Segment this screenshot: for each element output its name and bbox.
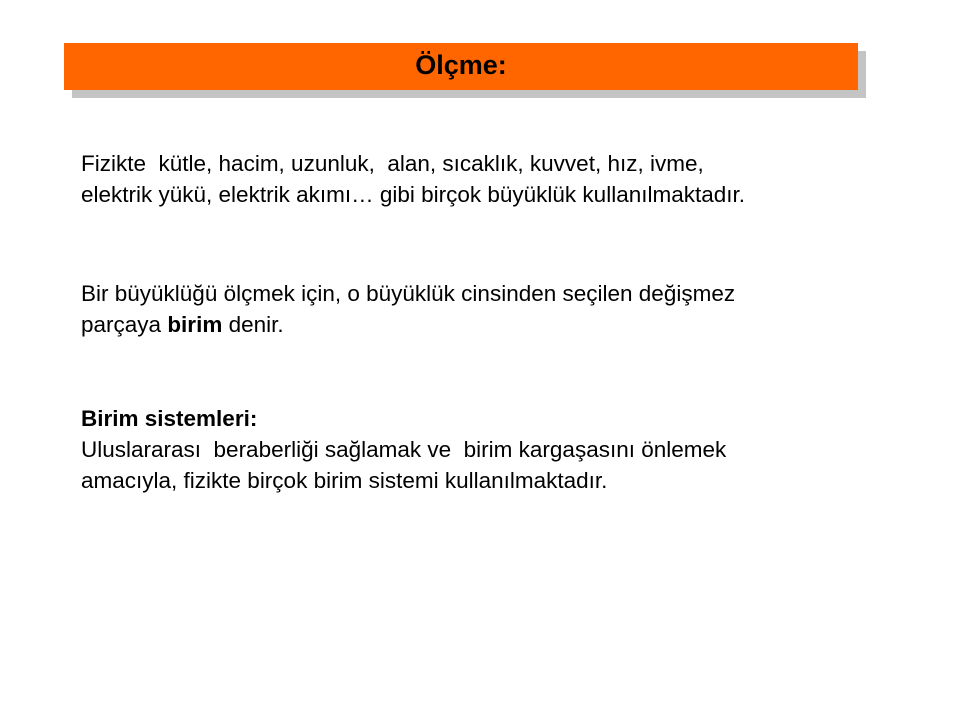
- paragraph-unit-systems-line-1: Uluslararası beraberliği sağlamak ve birim kargaşasını önlemek: [81, 437, 727, 462]
- paragraph-unit-systems: [81, 403, 901, 496]
- definition-text-before: parçaya: [81, 312, 168, 337]
- slide-title: Ölçme:: [415, 50, 507, 80]
- paragraph-unit-definition-line-2: [81, 309, 901, 340]
- definition-term-birim: birim: [167, 312, 223, 337]
- title-bar: [64, 43, 858, 90]
- definition-text-after: denir.: [222, 312, 284, 337]
- paragraph-unit-systems-line-2: amacıyla, fizikte birçok birim sistemi kullanılmaktadır.: [81, 468, 608, 493]
- paragraph-quantities-line-1: Fizikte kütle, hacim, uzunluk, alan, sıcaklık, kuvvet, hız, ivme,: [81, 151, 704, 176]
- paragraph-quantities: [81, 148, 901, 210]
- paragraph-unit-definition-line-1: Bir büyüklüğü ölçmek için, o büyüklük cinsinden seçilen değişmez: [81, 281, 736, 306]
- paragraph-quantities-line-2: elektrik yükü, elektrik akımı… gibi birçok büyüklük kullanılmaktadır.: [81, 182, 746, 207]
- title-banner: [64, 43, 858, 90]
- paragraph-unit-definition: [81, 278, 901, 340]
- unit-systems-heading: Birim sistemleri:: [81, 406, 258, 431]
